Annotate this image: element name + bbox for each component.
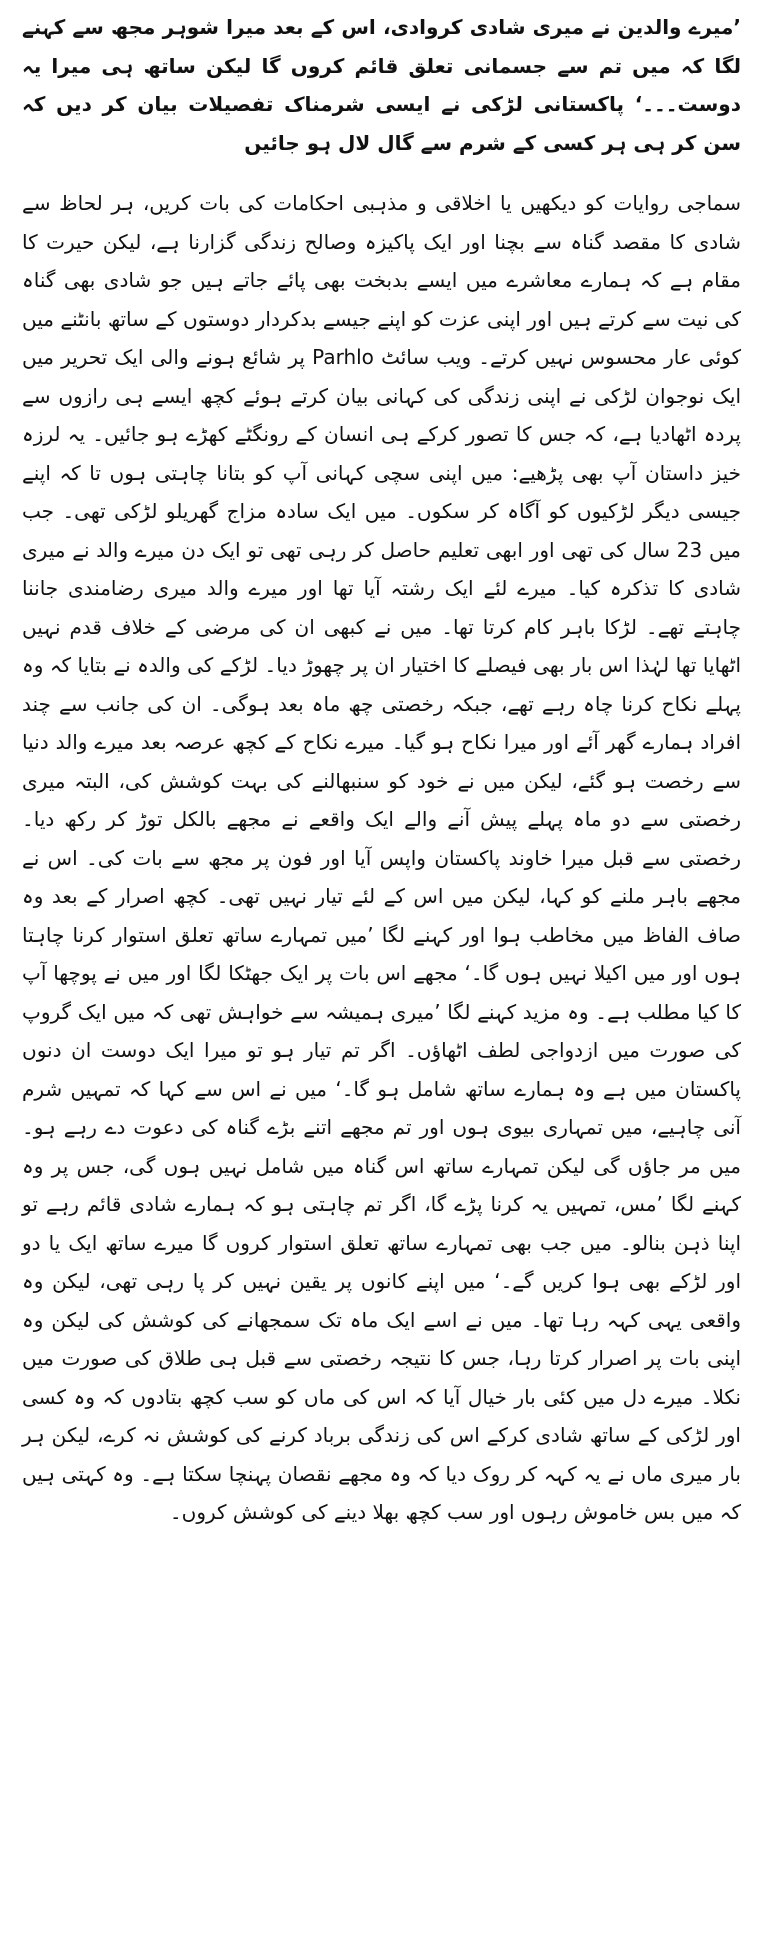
article-intro: ’میرے والدین نے میری شادی کروادی، اس کے بعد میرا شوہر مجھ سے کہنے لگا کہ میں تم سے جسمانی تعلق قائم کروں گا لیکن ساتھ ہی میرا یہ دوست۔۔۔‘ پاکستانی لڑکی نے ایسی شرمناک تفصیلات بیان کر دیں کہ سن کر ہی ہر کسی کے شرم سے گال لال ہو جائیں xyxy=(22,15,741,155)
article xyxy=(22,8,741,1532)
article-body: سماجی روایات کو دیکھیں یا اخلاقی و مذہبی احکامات کی بات کریں، ہر لحاظ سے شادی کا مقصد گناہ سے بچنا اور ایک پاکیزہ وصالح زندگی گزارنا ہے، لیکن حیرت کا مقام ہے کہ ہمارے معاشرے میں ایسے بدبخت بھی پائے جاتے ہیں جو شادی بھی گناہ کی نیت سے کرتے ہیں اور اپنی عزت کو اپنے جیسے بدکردار دوستوں کے ساتھ بانٹنے میں کوئی عار محسوس نہیں کرتے۔ ویب سائٹ Parhlo پر شائع ہونے والی ایک تحریر میں ایک نوجوان لڑکی نے اپنی زندگی کی کہانی بیان کرتے ہوئے کچھ ایسے ہی رازوں سے پردہ اٹھادیا ہے، کہ جس کا تصور کرکے ہی انسان کے رونگٹے کھڑے ہو جائیں۔ یہ لرزہ خیز داستان آپ بھی پڑھیے: میں اپنی سچی کہانی آپ کو بتانا چاہتی ہوں تا کہ اپنے جیسی دیگر لڑکیوں کو آگاہ کر سکوں۔ میں ایک سادہ مزاج گھریلو لڑکی تھی۔ جب میں 23 سال کی تھی اور ابھی تعلیم حاصل کر رہی تھی تو ایک دن میرے والد نے میری شادی کا تذکرہ کیا۔ میرے لئے ایک رشتہ آیا تھا اور میرے والد میری رضامندی جاننا چاہتے تھے۔ لڑکا باہر کام کرتا تھا۔ میں نے کبھی ان کی مرضی کے خلاف قدم نہیں اٹھایا تھا لہٰذا اس بار بھی فیصلے کا اختیار ان پر چھوڑ دیا۔ لڑکے کی والدہ نے بتایا کہ وہ پہلے نکاح کرنا چاہ رہے تھے، جبکہ رخصتی چھ ماہ بعد ہوگی۔ ان کی جانب سے چند افراد ہمارے گھر آئے اور میرا نکاح ہو گیا۔ میرے نکاح کے کچھ عرصہ بعد میرے والد دنیا سے رخصت ہو گئے، لیکن میں نے خود کو سنبھالنے کی بہت کوشش کی، البتہ میری رخصتی سے دو ماہ پہلے پیش آنے والے ایک واقعے نے مجھے بالکل توڑ کر رکھ دیا۔ رخصتی سے قبل میرا خاوند پاکستان واپس آیا اور فون پر مجھ سے بات کی۔ اس نے مجھے باہر ملنے کو کہا، لیکن میں اس کے لئے تیار نہیں تھی۔ کچھ اصرار کے بعد وہ صاف الفاظ میں مخاطب ہوا اور کہنے لگا ’میں تمہارے ساتھ تعلق استوار کرنا چاہتا ہوں اور میں اکیلا نہیں ہوں گا۔‘ مجھے اس بات پر ایک جھٹکا لگا اور میں نے پوچھا آپ کا کیا مطلب ہے۔ وہ مزید کہنے لگا ’میری ہمیشہ سے خواہش تھی کہ میں ایک گروپ کی صورت میں ازدواجی لطف اٹھاؤں۔ اگر تم تیار ہو تو میرا ایک دوست ان دنوں پاکستان میں ہے وہ ہمارے ساتھ شامل ہو گا۔‘ میں نے اس سے کہا کہ تمہیں شرم آنی چاہیے، میں تمہاری بیوی ہوں اور تم مجھے اتنے بڑے گناہ کی دعوت دے رہے ہو۔ میں مر جاؤں گی لیکن تمہارے ساتھ اس گناہ میں شامل نہیں ہوں گی، جس پر وہ کہنے لگا ’مس، تمہیں یہ کرنا پڑے گا، اگر تم چاہتی ہو کہ ہمارے شادی قائم رہے تو اپنا ذہن بنالو۔ میں جب بھی تمہارے ساتھ تعلق استوار کروں گا میرے ساتھ ایک یا دو اور لڑکے بھی ہوا کریں گے۔‘ میں اپنے کانوں پر یقین نہیں کر پا رہی تھی، لیکن وہ واقعی یہی کہہ رہا تھا۔ میں نے اسے ایک ماہ تک سمجھانے کی کوشش کی لیکن وہ اپنی بات پر اصرار کرتا رہا، جس کا نتیجہ رخصتی سے قبل ہی طلاق کی صورت میں نکلا۔ میرے دل میں کئی بار خیال آیا کہ اس کی ماں کو سب کچھ بتادوں کہ وہ کسی اور لڑکی کے ساتھ شادی کرکے اس کی زندگی برباد کرنے کی کوشش نہ کرے، لیکن ہر بار میری ماں نے یہ کہہ کر روک دیا کہ وہ مجھے نقصان پہنچا سکتا ہے۔ وہ کہتی ہیں کہ میں بس خاموش رہوں اور سب کچھ بھلا دینے کی کوشش کروں۔ xyxy=(22,191,742,1524)
